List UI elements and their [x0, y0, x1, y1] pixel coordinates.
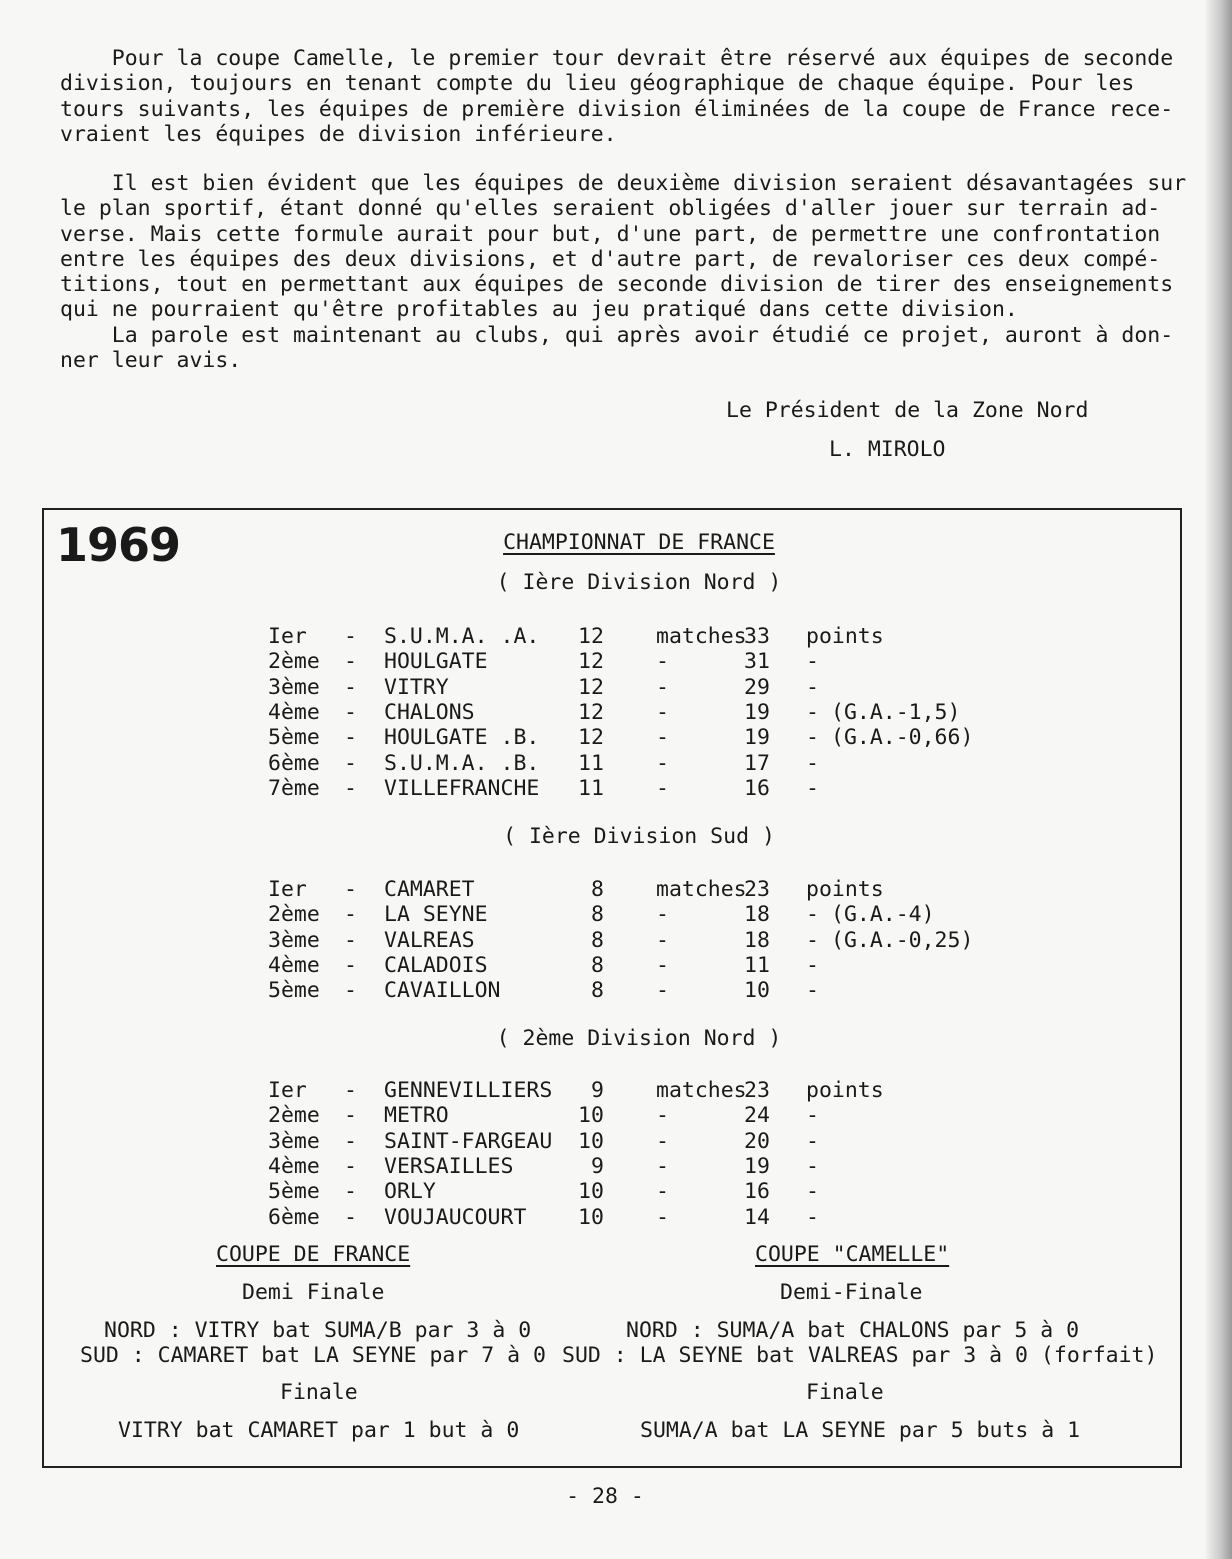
points-label: -: [806, 674, 819, 700]
intro-paragraph-1: [60, 46, 1175, 147]
team-name: HOULGATE: [384, 649, 488, 675]
points-label: -: [806, 750, 819, 776]
points-count: 19: [744, 1153, 770, 1179]
team-name: CHALONS: [384, 699, 475, 725]
points-count: 18: [744, 902, 770, 928]
matches-count: 12: [578, 699, 604, 725]
intro-paragraph-2: [60, 171, 1187, 374]
points-count: 17: [744, 750, 770, 776]
rank-cell: 3ème: [268, 674, 320, 700]
matches-count: 10: [578, 1204, 604, 1230]
cup-final-result: SUMA/A bat LA SEYNE par 5 buts à 1: [640, 1418, 1081, 1443]
matches-label: matches: [656, 624, 747, 649]
rank-cell: 5ème: [268, 1179, 320, 1205]
cup-final-label: Finale: [280, 1380, 358, 1405]
team-name: SAINT-FARGEAU: [384, 1128, 553, 1154]
text-line: vraient les équipes de division inférieure.: [60, 121, 617, 147]
matches-count: 9: [578, 1078, 604, 1103]
text-line: tours suivants, les équipes de première division éliminées de la coupe de France rece-: [60, 96, 1174, 122]
separator-dash: -: [344, 624, 357, 649]
points-label: -: [806, 978, 819, 1004]
cup-title-camelle: COUPE "CAMELLE": [755, 1242, 950, 1267]
rank-cell: 6ème: [268, 1204, 320, 1230]
points-count: 16: [744, 775, 770, 801]
results-box: [42, 508, 1182, 1468]
text-line: Il est bien évident que les équipes de deuxième division seraient désavantagées sur: [60, 171, 1187, 196]
points-count: 31: [744, 649, 770, 675]
separator-dash: -: [344, 699, 357, 725]
separator-dash: -: [344, 877, 357, 902]
matches-count: 10: [578, 1103, 604, 1129]
points-count: 23: [744, 1078, 770, 1103]
points-label: -: [806, 1103, 819, 1129]
cup-semi-nord: NORD : SUMA/A bat CHALONS par 5 à 0: [626, 1318, 1080, 1343]
rank-cell: 5ème: [268, 978, 320, 1004]
text-line: division, toujours en tenant compte du lieu géographique de chaque équipe. Pour les: [60, 71, 1135, 97]
points-label: -: [806, 725, 819, 751]
signature-title: Le Président de la Zone Nord: [726, 398, 1089, 423]
page-edge-shadow: [1204, 0, 1232, 1559]
points-count: 10: [744, 978, 770, 1004]
separator-dash: -: [344, 1179, 357, 1205]
matches-count: 10: [578, 1128, 604, 1154]
cup-final-label: Finale: [806, 1380, 884, 1405]
cup-semi-label: Demi Finale: [242, 1280, 385, 1305]
matches-label: -: [656, 1179, 669, 1205]
separator-dash: -: [344, 952, 357, 978]
matches-count: 9: [578, 1153, 604, 1179]
year-heading: 1969: [56, 518, 181, 572]
points-label: -: [806, 902, 819, 928]
points-count: 18: [744, 927, 770, 953]
goal-average-note: (G.A.-4): [831, 902, 935, 928]
separator-dash: -: [344, 1078, 357, 1103]
team-name: LA SEYNE: [384, 902, 488, 928]
page-number: - 28 -: [566, 1484, 644, 1509]
matches-label: matches: [656, 1078, 747, 1103]
team-name: VOUJAUCOURT: [384, 1204, 527, 1230]
separator-dash: -: [344, 1128, 357, 1154]
rank-cell: 3ème: [268, 1128, 320, 1154]
cup-semi-nord: NORD : VITRY bat SUMA/B par 3 à 0: [104, 1318, 532, 1343]
matches-count: 11: [578, 775, 604, 801]
matches-count: 10: [578, 1179, 604, 1205]
matches-count: 8: [578, 877, 604, 902]
rank-cell: 4ème: [268, 699, 320, 725]
matches-label: -: [656, 725, 669, 751]
points-count: 11: [744, 952, 770, 978]
points-count: 14: [744, 1204, 770, 1230]
separator-dash: -: [344, 902, 357, 928]
team-name: METRO: [384, 1103, 449, 1129]
points-label: -: [806, 927, 819, 953]
team-name: CAMARET: [384, 877, 475, 902]
team-name: GENNEVILLIERS: [384, 1078, 553, 1103]
cup-semi-sud: SUD : LA SEYNE bat VALREAS par 3 à 0 (forfait): [562, 1343, 1158, 1368]
rank-cell: 4ème: [268, 952, 320, 978]
championship-title: CHAMPIONNAT DE FRANCE: [503, 530, 775, 555]
rank-cell: 5ème: [268, 725, 320, 751]
rank-cell: 3ème: [268, 927, 320, 953]
matches-count: 12: [578, 649, 604, 675]
matches-label: -: [656, 902, 669, 928]
separator-dash: -: [344, 649, 357, 675]
team-name: S.U.M.A. .A.: [384, 624, 540, 649]
rank-cell: 2ème: [268, 1103, 320, 1129]
cup-semi-sud: SUD : CAMARET bat LA SEYNE par 7 à 0: [80, 1343, 546, 1368]
team-name: VILLEFRANCHE: [384, 775, 540, 801]
team-name: VERSAILLES: [384, 1153, 514, 1179]
separator-dash: -: [344, 750, 357, 776]
goal-average-note: (G.A.-0,66): [831, 725, 974, 751]
points-count: 16: [744, 1179, 770, 1205]
points-label: -: [806, 952, 819, 978]
points-count: 19: [744, 725, 770, 751]
goal-average-note: (G.A.-1,5): [831, 699, 961, 725]
cup-final-result: VITRY bat CAMARET par 1 but à 0: [118, 1418, 520, 1443]
matches-label: -: [656, 1103, 669, 1129]
team-name: VITRY: [384, 674, 449, 700]
matches-label: -: [656, 952, 669, 978]
points-label: points: [806, 877, 884, 902]
points-count: 19: [744, 699, 770, 725]
cup-semi-label: Demi-Finale: [780, 1280, 923, 1305]
separator-dash: -: [344, 978, 357, 1004]
points-count: 20: [744, 1128, 770, 1154]
matches-count: 12: [578, 725, 604, 751]
points-label: -: [806, 1128, 819, 1154]
team-name: CALADOIS: [384, 952, 488, 978]
text-line: le plan sportif, étant donné qu'elles seraient obligées d'aller jouer sur terrain ad-: [60, 196, 1161, 222]
matches-count: 8: [578, 927, 604, 953]
separator-dash: -: [344, 1204, 357, 1230]
matches-label: -: [656, 775, 669, 801]
matches-label: -: [656, 927, 669, 953]
text-line: verse. Mais cette formule aurait pour but, d'une part, de permettre une confrontation: [60, 221, 1161, 247]
rank-cell: 2ème: [268, 649, 320, 675]
matches-label: -: [656, 674, 669, 700]
rank-cell: Ier: [268, 877, 307, 902]
signature-name: L. MIROLO: [829, 437, 946, 462]
points-count: 29: [744, 674, 770, 700]
team-name: VALREAS: [384, 927, 475, 953]
text-line: qui ne pourraient qu'être profitables au jeu pratiqué dans cette division.: [60, 297, 1018, 323]
separator-dash: -: [344, 775, 357, 801]
rank-cell: 7ème: [268, 775, 320, 801]
text-line: entre les équipes des deux divisions, et d'autre part, de revaloriser ces deux compé-: [60, 246, 1161, 272]
matches-count: 8: [578, 902, 604, 928]
points-count: 24: [744, 1103, 770, 1129]
team-name: S.U.M.A. .B.: [384, 750, 540, 776]
points-label: -: [806, 649, 819, 675]
team-name: CAVAILLON: [384, 978, 501, 1004]
matches-count: 8: [578, 952, 604, 978]
matches-label: -: [656, 1204, 669, 1230]
separator-dash: -: [344, 1103, 357, 1129]
division-title: ( 2ème Division Nord ): [496, 1026, 782, 1051]
matches-label: -: [656, 750, 669, 776]
points-label: points: [806, 624, 884, 649]
points-label: -: [806, 1153, 819, 1179]
rank-cell: Ier: [268, 1078, 307, 1103]
division-title: ( Ière Division Nord ): [496, 570, 782, 595]
matches-count: 8: [578, 978, 604, 1004]
points-label: -: [806, 699, 819, 725]
text-line: titions, tout en permettant aux équipes de seconde division de tirer des enseignements: [60, 272, 1174, 298]
matches-count: 11: [578, 750, 604, 776]
matches-label: -: [656, 1153, 669, 1179]
points-label: points: [806, 1078, 884, 1103]
rank-cell: 2ème: [268, 902, 320, 928]
team-name: ORLY: [384, 1179, 436, 1205]
points-count: 33: [744, 624, 770, 649]
points-label: -: [806, 1204, 819, 1230]
separator-dash: -: [344, 725, 357, 751]
points-count: 23: [744, 877, 770, 902]
matches-label: matches: [656, 877, 747, 902]
matches-label: -: [656, 649, 669, 675]
cup-title-france: COUPE DE FRANCE: [216, 1242, 411, 1267]
text-line: ner leur avis.: [60, 348, 242, 374]
rank-cell: Ier: [268, 624, 307, 649]
team-name: HOULGATE .B.: [384, 725, 540, 751]
points-label: -: [806, 1179, 819, 1205]
points-label: -: [806, 775, 819, 801]
matches-count: 12: [578, 674, 604, 700]
rank-cell: 6ème: [268, 750, 320, 776]
rank-cell: 4ème: [268, 1153, 320, 1179]
matches-label: -: [656, 1128, 669, 1154]
separator-dash: -: [344, 927, 357, 953]
text-line: Pour la coupe Camelle, le premier tour devrait être réservé aux équipes de seconde: [60, 46, 1174, 71]
separator-dash: -: [344, 674, 357, 700]
division-title: ( Ière Division Sud ): [503, 824, 775, 849]
matches-label: -: [656, 978, 669, 1004]
matches-count: 12: [578, 624, 604, 649]
text-line: La parole est maintenant au clubs, qui après avoir étudié ce projet, auront à don-: [60, 322, 1174, 348]
matches-label: -: [656, 699, 669, 725]
separator-dash: -: [344, 1153, 357, 1179]
goal-average-note: (G.A.-0,25): [831, 927, 974, 953]
